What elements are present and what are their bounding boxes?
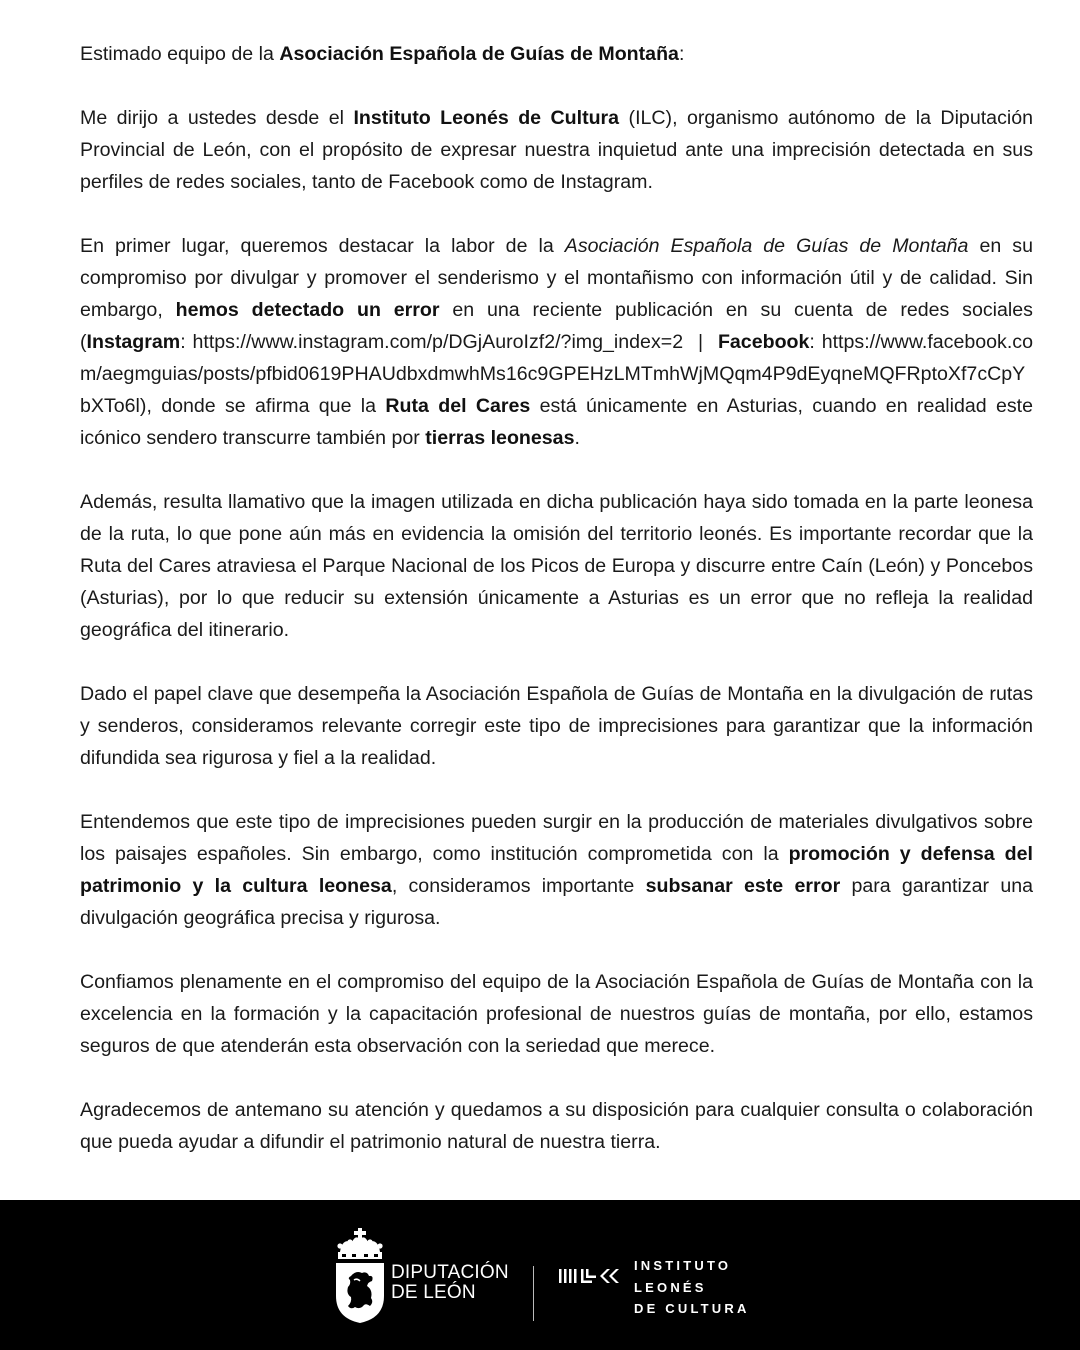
- diputacion-crest-icon: [334, 1226, 386, 1324]
- ilc-logo-mark-icon: [559, 1268, 623, 1284]
- footer-divider: [533, 1266, 534, 1321]
- paragraph-institution: Entendemos que este tipo de imprecisiones pueden surgir en la producción de materiales divulgativos sobre los paisajes españoles. Sin embargo, como institución comprometida con la promoción y defensa del patrimonio y la cultura leonesa, consideramos importante subsanar este error para garantizar una divulgación geográfica precisa y rigurosa.: [80, 811, 1034, 929]
- paragraph-closing: Agradecemos de antemano su atención y quedamos a su disposición para cualquier consulta o colaboración que pueda ayudar a difundir el patrimonio natural de nuestra tierra.: [80, 1099, 1033, 1153]
- instagram-url: : https://www.instagram.com/p/DGjAuroIzf2/?img_index=2: [180, 331, 684, 353]
- paragraph-confidence: Confiamos plenamente en el compromiso del equipo de la Asociación Española de Guías de Montaña con la excelencia en la formación y la capacitación profesional de nuestros guías de montaña, por ello, estamos seguros de que atenderán esta observación con la seriedad que merece.: [80, 971, 1033, 1057]
- ilc-wordmark: INSTITUTO LEONÉS DE CULTURA: [634, 1258, 750, 1316]
- paragraph-intro: Me dirijo a ustedes desde el Instituto Leonés de Cultura (ILC), organismo autónomo de la Diputación Provincial de León, con el propósito de expresar nuestra inquietud ante una imprecisión detectada en sus perfiles de redes sociales, tanto de Facebook como de Instagram.: [80, 107, 1034, 193]
- facebook-url: : https://www.facebook.com/aegmguias/posts/pfbid0619PHAUdbxdmwhMs16c9GPEHzLMTmhWjMQqm4P9dEyqneMQFRptoXf7cCpYbXTo6l: [80, 331, 1033, 417]
- diputacion-wordmark: DIPUTACIÓN DE LEÓN: [391, 1262, 509, 1303]
- paragraph-image-location: Además, resulta llamativo que la imagen utilizada en dicha publicación haya sido tomada en la parte leonesa de la ruta, lo que pone aún más en evidencia la omisión del territorio leonés. Es importante recordar que la Ruta del Cares atraviesa el Parque Nacional de los Picos de Europa y discurre entre Caín (León) y Poncebos (Asturias), por lo que reducir su extensión únicamente a Asturias es un error que no refleja la realidad geográfica del itinerario.: [80, 491, 1033, 641]
- salutation: Estimado equipo de la Asociación Española de Guías de Montaña:: [80, 43, 685, 65]
- paragraph-correction-request: Dado el papel clave que desempeña la Asociación Española de Guías de Montaña en la divulgación de rutas y senderos, consideramos relevante corregir este tipo de imprecisiones para garantizar que la información difundida sea rigurosa y fiel a la realidad.: [80, 683, 1033, 769]
- link-separator: |: [697, 331, 704, 353]
- instagram-label: Instagram: [86, 331, 181, 353]
- letter-body: [80, 38, 1033, 1190]
- paragraph-error-report: En primer lugar, queremos destacar la labor de la Asociación Española de Guías de Montaña en su compromiso por divulgar y promover el senderismo y el montañismo con información útil y de calidad. Sin embargo, hemos detectado un error en una reciente publicación en su cuenta de redes sociales (Instagram: https://www.instagram.com/p/DGjAuroIzf2/?img_index=2 | Facebook: https://www.facebook.com/aegmguias/posts/pfbid0619PHAUdbxdmwhMs16c9GPEHzLMTmhWjMQqm4P9dEyqneMQFRptoXf7cCpYbXTo6l), donde se afirma que la Ruta del Cares está únicamente en Asturias, cuando en realidad este icónico sendero transcurre también por tierras leonesas.: [80, 235, 1033, 449]
- footer: [0, 1200, 1080, 1350]
- facebook-label: Facebook: [717, 331, 810, 353]
